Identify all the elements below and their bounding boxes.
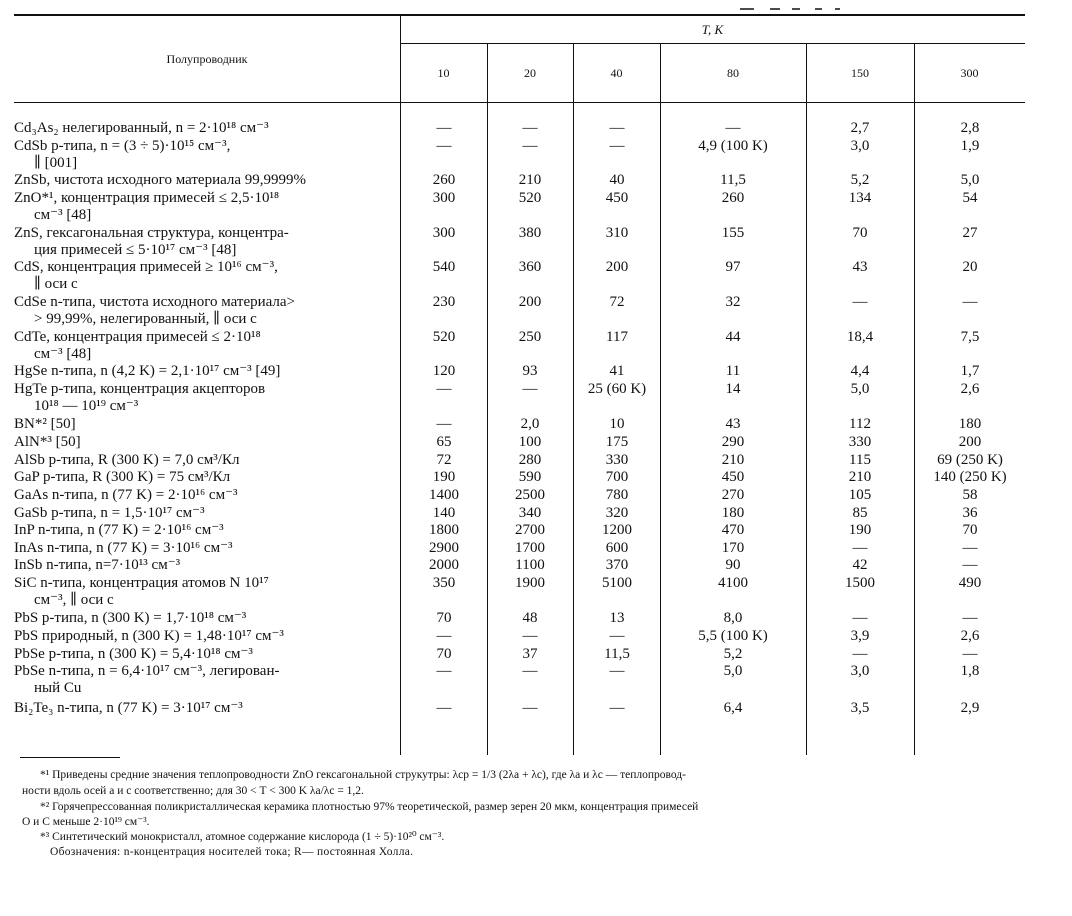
temp-10-header: 10	[437, 66, 450, 80]
value-cell: —	[436, 381, 452, 397]
semiconductor-cell-line: > 99,99%, нелегированный, ∥ оси c	[34, 311, 257, 327]
semiconductor-cell-line: 10¹⁸ — 10¹⁹ см⁻³	[34, 398, 139, 414]
semiconductor-cell	[14, 663, 394, 697]
value-cell: 13	[609, 610, 625, 626]
value-cell: —	[962, 646, 978, 662]
value-cell: 3,5	[850, 700, 870, 716]
value-cell: —	[522, 628, 538, 644]
footnote-2-line-1: *² Горячепрессованная поликристаллическая керамика плотностью 97% теоретической, размер зерен 20 мкм, концентрация примесей	[40, 801, 699, 813]
semiconductor-cell	[14, 294, 394, 328]
temperature-rule	[400, 43, 1025, 44]
value-cell: 140 (250 K)	[933, 469, 1007, 485]
value-cell: —	[436, 700, 452, 716]
value-cell: 11	[725, 363, 741, 379]
value-cell: 2,8	[960, 120, 980, 136]
value-cell: 190	[432, 469, 456, 485]
semiconductor-cell-line: HgSe n-типа, n (4,2 K) = 2,1·10¹⁷ см⁻³ [49]	[14, 363, 281, 379]
temp-80-header: 80	[727, 66, 739, 80]
semiconductor-cell-line: см⁻³, ∥ оси c	[34, 592, 114, 608]
value-cell: 1700	[515, 540, 545, 556]
value-cell: 590	[518, 469, 542, 485]
value-cell: 4100	[718, 575, 748, 591]
value-cell: —	[436, 138, 452, 154]
value-cell: 42	[852, 557, 868, 573]
value-cell: 700	[605, 469, 629, 485]
footnote-1-line-2: ности вдоль осей a и c соответственно; для 30 < T < 300 K λa/λc = 1,2.	[22, 785, 364, 797]
semiconductor-cell-line: GaAs n-типа, n (77 K) = 2·10¹⁶ см⁻³	[14, 487, 238, 503]
table-top-rule	[14, 14, 1025, 16]
semiconductor-cell	[14, 610, 394, 627]
semiconductor-cell	[14, 138, 394, 172]
value-cell: 2900	[429, 540, 459, 556]
value-cell: —	[962, 540, 978, 556]
value-cell: 360	[518, 259, 542, 275]
value-cell: 115	[849, 452, 871, 468]
value-cell: 380	[518, 225, 542, 241]
value-cell: —	[852, 294, 868, 310]
semiconductor-cell-line: GaSb p-типа, n = 1,5·10¹⁷ см⁻³	[14, 505, 205, 521]
value-cell: 540	[432, 259, 456, 275]
temp-300-header: 300	[960, 66, 979, 80]
value-cell: 1,8	[960, 663, 980, 679]
value-cell: 1800	[429, 522, 459, 538]
semiconductor-cell-line: SiC n-типа, концентрация атомов N 10¹⁷	[14, 575, 269, 591]
value-cell: 2,9	[960, 700, 980, 716]
semiconductor-cell-line: AlSb p-типа, R (300 K) = 7,0 см³/Кл	[14, 452, 240, 468]
value-cell: 10	[609, 416, 625, 432]
semiconductor-cell-line: PbS p-типа, n (300 K) = 1,7·10¹⁸ см⁻³	[14, 610, 247, 626]
value-cell: 18,4	[846, 329, 874, 345]
value-cell: —	[436, 628, 452, 644]
value-cell: —	[962, 557, 978, 573]
value-cell: 37	[522, 646, 538, 662]
value-cell: 210	[848, 469, 872, 485]
semiconductor-cell-line: CdTe, концентрация примесей ≤ 2·10¹⁸	[14, 329, 261, 345]
value-cell: 7,5	[960, 329, 980, 345]
semiconductor-cell-line: AlN*³ [50]	[14, 434, 81, 450]
value-cell: 90	[725, 557, 741, 573]
footnote-2-line-2: O и C меньше 2·10¹⁹ см⁻³.	[22, 816, 150, 828]
semiconductor-cell-line: см⁻³ [48]	[34, 207, 92, 223]
value-cell: —	[852, 646, 868, 662]
value-cell: 3,9	[850, 628, 870, 644]
value-cell: 2,6	[960, 381, 980, 397]
value-cell: 5,2	[723, 646, 743, 662]
value-cell: —	[962, 610, 978, 626]
semiconductor-cell	[14, 557, 394, 574]
value-cell: 14	[725, 381, 741, 397]
semiconductor-cell-line: CdSe n-типа, чистота исходного материала>	[14, 294, 296, 310]
value-cell: 70	[962, 522, 978, 538]
value-cell: 72	[609, 294, 625, 310]
value-cell: 450	[605, 190, 629, 206]
value-cell: —	[522, 381, 538, 397]
value-cell: 290	[721, 434, 745, 450]
semiconductor-cell	[14, 172, 394, 189]
semiconductor-cell-line: CdSb p-типа, n = (3 ÷ 5)·10¹⁵ см⁻³,	[14, 138, 231, 154]
value-cell: —	[962, 294, 978, 310]
value-cell: 330	[848, 434, 872, 450]
semiconductor-cell-line: см⁻³ [48]	[34, 346, 92, 362]
semiconductor-cell-line: PbSe p-типа, n (300 K) = 5,4·10¹⁸ см⁻³	[14, 646, 253, 662]
semiconductor-cell-line: ция примесей ≤ 5·10¹⁷ см⁻³ [48]	[34, 242, 237, 258]
value-cell: 190	[848, 522, 872, 538]
value-cell: 27	[962, 225, 978, 241]
value-cell: 1900	[515, 575, 545, 591]
semiconductor-cell-line: InP n-типа, n (77 K) = 2·10¹⁶ см⁻³	[14, 522, 224, 538]
value-cell: 11,5	[604, 646, 630, 662]
value-cell: 140	[432, 505, 456, 521]
value-cell: 2,6	[960, 628, 980, 644]
value-cell: —	[852, 540, 868, 556]
value-cell: 2500	[515, 487, 545, 503]
value-cell: —	[436, 120, 452, 136]
value-cell: —	[522, 700, 538, 716]
value-cell: 280	[518, 452, 542, 468]
temp-150-header: 150	[851, 66, 869, 80]
value-cell: 170	[721, 540, 745, 556]
value-cell: 230	[432, 294, 456, 310]
value-cell: —	[522, 663, 538, 679]
semiconductor-cell	[14, 628, 394, 645]
value-cell: 2000	[429, 557, 459, 573]
value-cell: 300	[432, 190, 456, 206]
value-cell: 180	[958, 416, 982, 432]
value-cell: 4,9 (100 K)	[698, 138, 768, 154]
semiconductor-cell	[14, 363, 394, 380]
value-cell: —	[609, 628, 625, 644]
value-cell: 97	[725, 259, 741, 275]
semiconductor-cell	[14, 190, 394, 224]
semiconductor-cell-line: GaP p-типа, R (300 K) = 75 см³/Кл	[14, 469, 231, 485]
value-cell: 65	[436, 434, 452, 450]
value-cell: 520	[432, 329, 456, 345]
value-cell: 11,5	[720, 172, 746, 188]
semiconductor-cell-line: InSb n-типа, n=7·10¹³ см⁻³	[14, 557, 181, 573]
semiconductor-cell-line: ный Cu	[34, 680, 82, 696]
value-cell: 350	[432, 575, 456, 591]
semiconductor-cell-line: HgTe p-типа, концентрация акцепторов	[14, 381, 266, 397]
value-cell: 200	[605, 259, 629, 275]
semiconductor-cell	[14, 469, 394, 486]
semiconductor-cell	[14, 522, 394, 539]
value-cell: —	[725, 120, 741, 136]
value-cell: 320	[605, 505, 629, 521]
value-cell: 134	[848, 190, 872, 206]
value-cell: 200	[518, 294, 542, 310]
value-cell: 260	[721, 190, 745, 206]
value-cell: 300	[432, 225, 456, 241]
value-cell: 310	[605, 225, 629, 241]
legend-note: Обозначения: n-концентрация носителей тока; R— постоянная Холла.	[50, 846, 414, 858]
semiconductor-cell-line: Bi₂Te₃ n-типа, n (77 K) = 3·10¹⁷ см⁻³	[14, 700, 243, 716]
value-cell: 1400	[429, 487, 459, 503]
value-cell: 340	[518, 505, 542, 521]
value-cell: 20	[962, 259, 978, 275]
semiconductor-cell	[14, 434, 394, 451]
value-cell: 48	[522, 610, 538, 626]
value-cell: 2,7	[850, 120, 870, 136]
value-cell: —	[522, 138, 538, 154]
temp-40-header: 40	[610, 66, 623, 80]
value-cell: 105	[848, 487, 872, 503]
value-cell: 4,4	[850, 363, 870, 379]
footnote-rule	[20, 757, 120, 758]
footnote-3: *³ Синтетический монокристалл, атомное содержание кислорода (1 ÷ 5)·10²⁰ см⁻³.	[40, 831, 445, 843]
semiconductor-cell-line: ∥ [001]	[34, 155, 78, 171]
value-cell: 44	[725, 329, 741, 345]
semiconductor-cell-line: InAs n-типа, n (77 K) = 3·10¹⁶ см⁻³	[14, 540, 233, 556]
semiconductor-cell	[14, 329, 394, 363]
value-cell: 175	[605, 434, 629, 450]
value-cell: 85	[852, 505, 868, 521]
value-cell: 100	[518, 434, 542, 450]
value-cell: 41	[609, 363, 625, 379]
semiconductor-header: Полупроводник	[166, 52, 248, 66]
value-cell: —	[852, 610, 868, 626]
value-cell: 3,0	[850, 138, 870, 154]
value-cell: 520	[518, 190, 542, 206]
value-cell: 70	[436, 646, 452, 662]
value-cell: 600	[605, 540, 629, 556]
semiconductor-cell-line: ZnS, гексагональная структура, концентра-	[14, 225, 289, 241]
value-cell: —	[609, 138, 625, 154]
semiconductor-cell	[14, 700, 394, 717]
value-cell: 69 (250 K)	[937, 452, 1003, 468]
value-cell: 260	[432, 172, 456, 188]
header-bottom-rule	[14, 102, 1025, 103]
semiconductor-cell	[14, 120, 394, 137]
semiconductor-cell	[14, 540, 394, 557]
semiconductor-cell	[14, 452, 394, 469]
semiconductor-cell-line: ZnSb, чистота исходного материала 99,9999%	[14, 172, 307, 188]
value-cell: 1,7	[960, 363, 980, 379]
value-cell: 470	[721, 522, 745, 538]
value-cell: 120	[432, 363, 456, 379]
value-cell: 58	[962, 487, 978, 503]
value-cell: 43	[725, 416, 741, 432]
temp-20-header: 20	[524, 66, 536, 80]
value-cell: 6,4	[723, 700, 743, 716]
value-cell: —	[436, 416, 452, 432]
semiconductor-cell	[14, 646, 394, 663]
value-cell: 210	[721, 452, 745, 468]
value-cell: 54	[962, 190, 978, 206]
semiconductor-cell-line: ∥ оси c	[34, 276, 78, 292]
value-cell: 490	[958, 575, 982, 591]
scan-marks-art	[740, 7, 850, 13]
semiconductor-cell	[14, 505, 394, 522]
value-cell: 8,0	[723, 610, 743, 626]
value-cell: 200	[958, 434, 982, 450]
value-cell: —	[522, 120, 538, 136]
semiconductor-cell-line: PbS природный, n (300 K) = 1,48·10¹⁷ см⁻³	[14, 628, 284, 644]
value-cell: 32	[725, 294, 741, 310]
value-cell: 36	[962, 505, 978, 521]
footnote-1-line-1: *¹ Приведены средние значения теплопроводности ZnO гексагональной струкутры: λcp = 1/3 (2λa + λc), где λa и λc — теплопровод-	[40, 769, 686, 781]
value-cell: 43	[852, 259, 868, 275]
value-cell: 450	[721, 469, 745, 485]
semiconductor-cell	[14, 487, 394, 504]
value-cell: 5,0	[723, 663, 743, 679]
semiconductor-cell-line: PbSe n-типа, n = 6,4·10¹⁷ см⁻³, легирован-	[14, 663, 280, 679]
value-cell: 93	[522, 363, 538, 379]
value-cell: 5100	[602, 575, 632, 591]
semiconductor-cell	[14, 259, 394, 293]
value-cell: 5,2	[850, 172, 870, 188]
scan-marks	[740, 0, 850, 6]
value-cell: 1,9	[960, 138, 980, 154]
value-cell: —	[609, 120, 625, 136]
value-cell: 1500	[845, 575, 875, 591]
value-cell: 5,0	[850, 381, 870, 397]
temperature-header: T, K	[701, 22, 724, 37]
value-cell: —	[436, 663, 452, 679]
value-cell: 5,5 (100 K)	[698, 628, 768, 644]
value-cell: —	[609, 700, 625, 716]
semiconductor-cell-line: ZnO*¹, концентрация примесей ≤ 2,5·10¹⁸	[14, 190, 280, 206]
value-cell: 1200	[602, 522, 632, 538]
value-cell: 180	[721, 505, 745, 521]
value-cell: 330	[605, 452, 629, 468]
value-cell: 1100	[515, 557, 545, 573]
value-cell: 70	[852, 225, 868, 241]
value-cell: 210	[518, 172, 542, 188]
value-cell: 72	[436, 452, 452, 468]
semiconductor-cell-line: Cd₃As₂ нелегированный, n = 2·10¹⁸ см⁻³	[14, 120, 269, 136]
semiconductor-cell	[14, 575, 394, 609]
semiconductor-cell	[14, 225, 394, 259]
value-cell: 40	[609, 172, 625, 188]
value-cell: 112	[849, 416, 871, 432]
value-cell: 117	[606, 329, 628, 345]
semiconductor-cell	[14, 416, 394, 433]
value-cell: 2,0	[520, 416, 540, 432]
value-cell: 70	[436, 610, 452, 626]
semiconductor-cell-line: BN*² [50]	[14, 416, 76, 432]
value-cell: 25 (60 K)	[587, 381, 647, 397]
value-cell: 155	[721, 225, 745, 241]
value-cell: 3,0	[850, 663, 870, 679]
value-cell: 250	[518, 329, 542, 345]
value-cell: 270	[721, 487, 745, 503]
value-cell: 5,0	[960, 172, 980, 188]
semiconductor-cell	[14, 381, 394, 415]
value-cell: 2700	[515, 522, 545, 538]
value-cell: 370	[605, 557, 629, 573]
value-cell: 780	[605, 487, 629, 503]
semiconductor-cell-line: CdS, концентрация примесей ≥ 10¹⁶ см⁻³,	[14, 259, 278, 275]
value-cell: —	[609, 663, 625, 679]
